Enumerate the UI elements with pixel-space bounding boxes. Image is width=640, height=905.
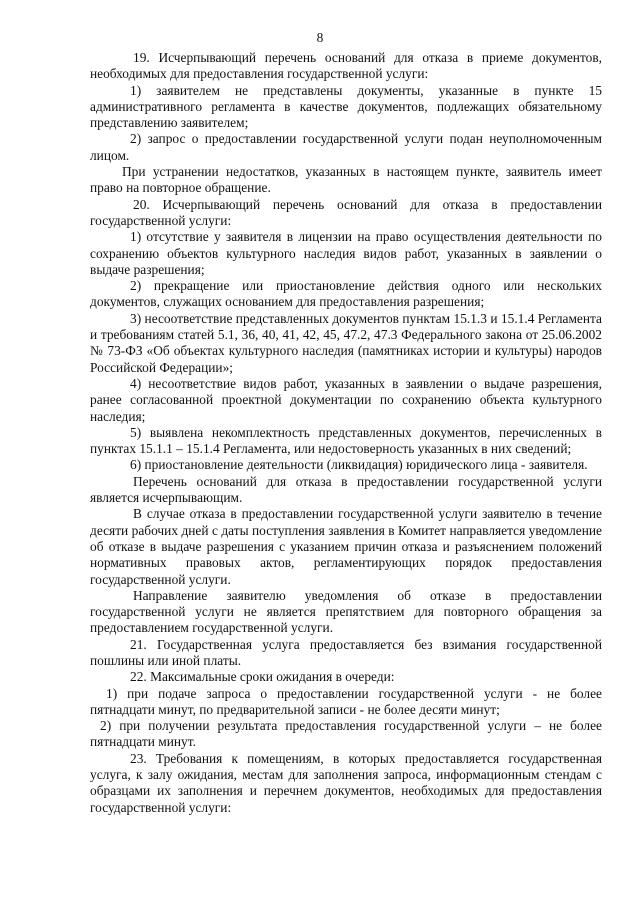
page-number: 8 bbox=[316, 30, 324, 45]
paragraph: 1) при подаче запроса о предоставлении государственной услуги - не более пятнадцати минут, по предварительной записи - не более десяти минут; bbox=[90, 685, 602, 717]
paragraph: Перечень оснований для отказа в предоставлении государственной услуги является исчерпывающим. bbox=[90, 473, 602, 506]
paragraph: 5) выявлена некомплектность представленных документов, перечисленных в пунктах 15.1.1 – 15.1.4 Регламента, или недостоверность указанных в них сведений; bbox=[90, 424, 602, 457]
paragraph: 21. Государственная услуга предоставляется без взимания государственной пошлины или иной платы. bbox=[90, 636, 602, 668]
paragraph: Направление заявителю уведомления об отказе в предоставлении государственной услуги не является препятствием для повторного обращения за предоставлением государственной услуги. bbox=[90, 587, 602, 636]
paragraph: 22. Максимальные сроки ожидания в очереди: bbox=[130, 669, 395, 685]
paragraph: 23. Требования к помещениям, в которых предоставляется государственная услуга, к залу ожидания, местам для заполнения запроса, информационным стендам с образцами их заполнения и перечнем документов, необходимых для предоставления государственной услуги: bbox=[90, 750, 602, 815]
paragraph: 19. Исчерпывающий перечень оснований для отказа в приеме документов, необходимых для предоставления государственной услуги: bbox=[90, 50, 602, 82]
document-body bbox=[90, 50, 602, 816]
paragraph: 2) прекращение или приостановление действия одного или нескольких документов, служащих основанием для предоставления разрешения; bbox=[90, 278, 602, 310]
paragraph: 2) при получении результата предоставления государственной услуги – не более пятнадцати минут. bbox=[90, 718, 602, 750]
paragraph: 4) несоответствие видов работ, указанных в заявлении о выдаче разрешения, ранее согласованной проектной документации по сохранению объекта культурного наследия; bbox=[90, 375, 602, 424]
paragraph: 1) отсутствие у заявителя в лицензии на право осуществления деятельности по сохранению объектов культурного наследия видов работ, указанных в заявлении о выдаче разрешения; bbox=[90, 229, 602, 277]
paragraph: 2) запрос о предоставлении государственной услуги подан неуполномоченным лицом. bbox=[90, 131, 602, 163]
paragraph: 6) приостановление деятельности (ликвидация) юридического лица - заявителя. bbox=[130, 457, 588, 473]
paragraph: 3) несоответствие представленных документов пунктам 15.1.3 и 15.1.4 Регламента и требованиям статей 5.1, 36, 40, 41, 42, 45, 47.2, 47.3 Федерального закона от 25.06.2002 № 73-ФЗ «Об объектах культурного наследия (памятниках истории и культуры) народов Российской Федерации»; bbox=[90, 310, 602, 375]
paragraph: 1) заявителем не представлены документы, указанные в пункте 15 административного регламента в качестве документов, подлежащих обязательному представлению заявителем; bbox=[90, 82, 602, 131]
paragraph: 20. Исчерпывающий перечень оснований для отказа в предоставлении государственной услуги: bbox=[90, 196, 602, 228]
paragraph: При устранении недостатков, указанных в настоящем пункте, заявитель имеет право на повторное обращение. bbox=[90, 164, 602, 196]
paragraph: В случае отказа в предоставлении государственной услуги заявителю в течение десяти рабочих дней с даты поступления заявления в Комитет направляется уведомление об отказе в выдаче разрешения с указанием причин отказа и разъяснением положений нормативных правовых актов, регламентирующих порядок предоставления государственной услуги. bbox=[90, 506, 602, 587]
